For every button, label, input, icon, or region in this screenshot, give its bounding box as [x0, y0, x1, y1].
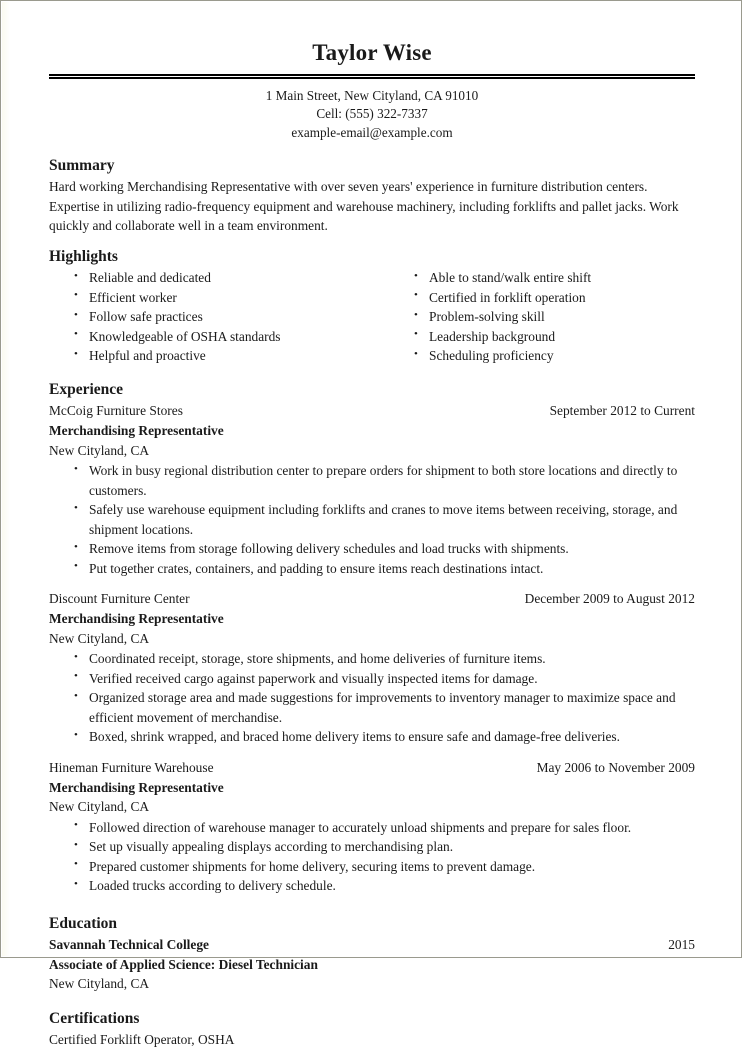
- contact-phone: Cell: (555) 322-7337: [316, 106, 428, 122]
- list-item: • Certified in forklift operation: [429, 288, 695, 308]
- experience-location: New Cityland, CA: [49, 442, 150, 458]
- section-summary: [49, 156, 695, 236]
- section-title-highlights: Highlights: [49, 247, 118, 265]
- section-title-education: Education: [49, 914, 118, 932]
- experience-job-title: Merchandising Representative: [49, 779, 224, 795]
- experience-bullet-list: [49, 461, 695, 578]
- education-year: 2015: [668, 937, 695, 953]
- experience-location: New Cityland, CA: [49, 630, 150, 646]
- list-item: • Helpful and proactive: [89, 346, 372, 366]
- list-item: • Work in busy regional distribution center to prepare orders for shipment to both store locations and directly to customers.: [89, 461, 695, 500]
- experience-entry: [49, 401, 695, 578]
- list-item: • Prepared customer shipments for home delivery, securing items to prevent damage.: [89, 857, 695, 877]
- section-certifications: [49, 1009, 695, 1050]
- highlights-column-left: [49, 268, 372, 366]
- experience-date-range: September 2012 to Current: [549, 403, 695, 419]
- experience-bullet-list: [49, 649, 695, 747]
- list-item: • Leadership background: [429, 327, 695, 347]
- experience-entry-header: [49, 401, 695, 421]
- list-item: • Follow safe practices: [89, 307, 372, 327]
- header-divider-rule: [49, 74, 695, 79]
- list-item: • Able to stand/walk entire shift: [429, 268, 695, 288]
- section-highlights: [49, 247, 695, 366]
- list-item: • Problem-solving skill: [429, 307, 695, 327]
- experience-job-title: Merchandising Representative: [49, 611, 224, 627]
- list-item: • Organized storage area and made suggestions for improvements to inventory manager to maximize space and efficient movement of merchandise.: [89, 688, 695, 727]
- list-item: • Followed direction of warehouse manager to accurately unload shipments and prepare for sales floor.: [89, 818, 695, 838]
- list-item: • Coordinated receipt, storage, store shipments, and home deliveries of furniture items.: [89, 649, 695, 669]
- resume-content: [49, 1, 695, 1050]
- education-degree: Associate of Applied Science: Diesel Technician: [49, 956, 318, 972]
- list-item: • Scheduling proficiency: [429, 346, 695, 366]
- section-experience: [49, 380, 695, 896]
- candidate-name: Taylor Wise: [312, 40, 432, 65]
- experience-entry-header: [49, 589, 695, 609]
- experience-company: Hineman Furniture Warehouse: [49, 759, 214, 775]
- list-item: • Set up visually appealing displays according to merchandising plan.: [89, 837, 695, 857]
- resume-header: [49, 1, 695, 143]
- list-item: • Loaded trucks according to delivery schedule.: [89, 876, 695, 896]
- summary-text: Hard working Merchandising Representative with over seven years' experience in furniture distribution centers. Expertise in utilizing radio-frequency equipment and warehouse machinery, including forklifts and pallet jacks. Work quickly and collaborate well in a team environment.: [49, 179, 679, 234]
- highlights-list-left: [49, 268, 372, 366]
- experience-date-range: December 2009 to August 2012: [524, 591, 695, 607]
- contact-email: example-email@example.com: [291, 125, 453, 141]
- contact-address: 1 Main Street, New Cityland, CA 91010: [265, 87, 479, 103]
- experience-entry: [49, 758, 695, 896]
- experience-date-range: May 2006 to November 2009: [536, 759, 695, 775]
- section-education: [49, 914, 695, 994]
- contact-block: [49, 87, 695, 143]
- experience-location: New Cityland, CA: [49, 799, 150, 815]
- experience-company: McCoig Furniture Stores: [49, 403, 183, 419]
- section-title-certifications: Certifications: [49, 1009, 140, 1027]
- list-item: • Put together crates, containers, and padding to ensure items reach destinations intact.: [89, 559, 695, 579]
- experience-jobs: [49, 401, 695, 896]
- list-item: • Boxed, shrink wrapped, and braced home delivery items to ensure safe and damage-free deliveries.: [89, 727, 695, 747]
- list-item: • Reliable and dedicated: [89, 268, 372, 288]
- certifications-text: Certified Forklift Operator, OSHA: [49, 1032, 235, 1048]
- education-school: Savannah Technical College: [49, 937, 209, 953]
- highlights-columns: [49, 268, 695, 366]
- list-item: • Efficient worker: [89, 288, 372, 308]
- highlights-column-right: [372, 268, 695, 366]
- experience-company: Discount Furniture Center: [49, 591, 190, 607]
- list-item: • Verified received cargo against paperwork and visually inspected items for damage.: [89, 669, 695, 689]
- list-item: • Safely use warehouse equipment including forklifts and cranes to move items between receiving, storage, and shipment locations.: [89, 500, 695, 539]
- experience-entry-header: [49, 758, 695, 778]
- section-title-summary: Summary: [49, 156, 115, 174]
- education-location: New Cityland, CA: [49, 976, 150, 992]
- section-title-experience: Experience: [49, 381, 124, 399]
- highlights-list-right: [389, 268, 695, 366]
- experience-job-title: Merchandising Representative: [49, 422, 224, 438]
- experience-entry: [49, 589, 695, 747]
- list-item: • Knowledgeable of OSHA standards: [89, 327, 372, 347]
- experience-bullet-list: [49, 818, 695, 896]
- list-item: • Remove items from storage following delivery schedules and load trucks with shipments.: [89, 539, 695, 559]
- education-school-row: [49, 935, 695, 955]
